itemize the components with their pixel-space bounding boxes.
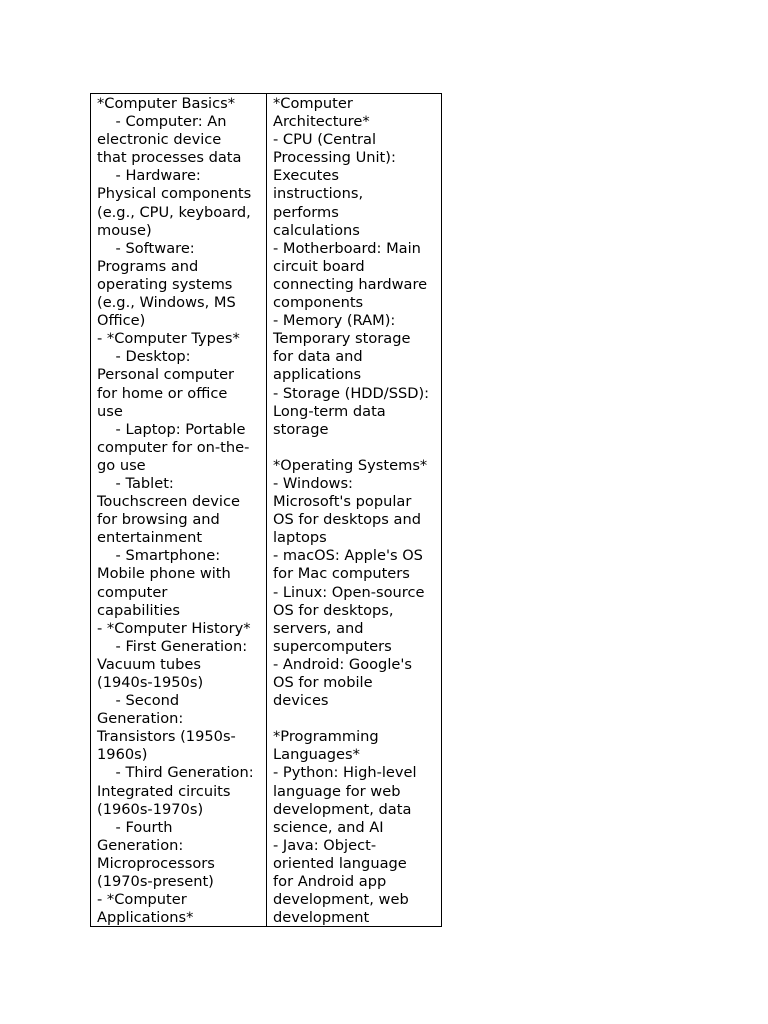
table-cell-line: components [273, 294, 364, 312]
table-cell-line: development [273, 909, 370, 926]
table-cell-line: Processing Unit): [273, 149, 396, 167]
table-cell-line: - Android: Google's [273, 655, 412, 673]
table-cell-line: Programs and [97, 257, 199, 275]
table-cell-line: mouse) [97, 221, 152, 239]
table-cell-line: Temporary storage [273, 330, 411, 348]
table-cell-line: entertainment [97, 529, 203, 547]
table-cell-line: - Motherboard: Main [273, 239, 421, 257]
table-cell-line: *Operating Systems* [273, 456, 428, 474]
table-cell-line: Generation: [97, 710, 184, 728]
table-cell-line: - Smartphone: [97, 547, 221, 565]
table-cell-line: Office) [97, 312, 146, 330]
table-cell-line: - Third Generation: [97, 764, 254, 782]
table-cell-line: - macOS: Apple's OS [273, 547, 423, 565]
table-cell-line: (1970s-present) [97, 873, 214, 891]
table-cell-line: go use [97, 456, 146, 474]
table-cell-line: Generation: [97, 836, 184, 854]
table-cell-line: development, data [273, 800, 412, 818]
table-cell-line: Personal computer [97, 366, 235, 384]
table-cell-line: - First Generation: [97, 637, 248, 655]
table-cell-line: Long-term data [273, 402, 386, 420]
table-cell-line: - Software: [97, 239, 195, 257]
table-cell-line: instructions, [273, 185, 364, 203]
table-cell-line [273, 439, 441, 457]
table-cell-line: electronic device [97, 131, 222, 149]
table-cell-line: (1960s-1970s) [97, 800, 204, 818]
table-cell-line: science, and AI [273, 818, 384, 836]
table-cell-line: Integrated circuits [97, 782, 231, 800]
table-cell-line: calculations [273, 221, 360, 239]
notes-table [90, 93, 442, 927]
table-cell-line: Vacuum tubes [97, 655, 201, 673]
table-cell-line: - Windows: [273, 474, 353, 492]
table-cell-line: OS for desktops and [273, 511, 422, 529]
table-cell-line: - Linux: Open-source [273, 583, 425, 601]
table-cell-line: supercomputers [273, 637, 392, 655]
table-cell-line: - Hardware: [97, 167, 201, 185]
table-cell-line: use [97, 402, 123, 420]
table-cell-line: Microprocessors [97, 854, 215, 872]
table-cell-line: performs [273, 203, 339, 221]
table-cell-line [273, 710, 441, 728]
table-cell-line: - CPU (Central [273, 131, 377, 149]
table-cell-line: - Tablet: [97, 474, 174, 492]
table-cell-line: (e.g., Windows, MS [97, 294, 236, 312]
table-cell-line: Physical components [97, 185, 252, 203]
table-cell-line: operating systems [97, 275, 233, 293]
table-cell-line: Touchscreen device [97, 493, 240, 511]
table-cell-line: computer for on-the- [97, 438, 250, 456]
table-cell-line: - *Computer Types* [97, 330, 240, 348]
table-cell-line: - *Computer [97, 891, 187, 909]
table-cell-line: *Programming [273, 728, 379, 746]
table-cell-line: - Desktop: [97, 348, 191, 366]
table-cell-line: - Second [97, 692, 180, 710]
table-cell-line: laptops [273, 529, 327, 547]
table-cell-line: development, web [273, 891, 409, 909]
table-cell-line: devices [273, 692, 329, 710]
table-cell-line: OS for desktops, [273, 601, 394, 619]
table-cell-line: Languages* [273, 746, 360, 764]
table-cell-line: *Computer [273, 95, 353, 112]
table-cell-line: (e.g., CPU, keyboard, [97, 203, 251, 221]
table-cell-line: storage [273, 420, 329, 438]
table-cell-line: capabilities [97, 601, 180, 619]
table-cell-line: Applications* [97, 909, 194, 926]
table-cell-line: Architecture* [273, 113, 370, 131]
table-cell-line: circuit board [273, 257, 365, 275]
table-cell-line: for home or office [97, 384, 228, 402]
table-cell-line: for data and [273, 348, 363, 366]
table-cell-line: connecting hardware [273, 275, 428, 293]
table-cell-line: for browsing and [97, 511, 220, 529]
table-cell-line: - Python: High-level [273, 764, 417, 782]
table-column-left [91, 94, 267, 926]
table-cell-line: - *Computer History* [97, 619, 251, 637]
table-cell-line: oriented language [273, 854, 407, 872]
table-cell-line: - Computer: An [97, 113, 227, 131]
table-cell-line: Executes [273, 167, 339, 185]
table-cell-line: OS for mobile [273, 674, 373, 691]
table-cell-line: applications [273, 366, 362, 384]
table-cell-line: - Laptop: Portable [97, 420, 246, 438]
table-cell-line: computer [97, 583, 168, 601]
table-cell-line: for Mac computers [273, 565, 410, 583]
table-cell-line: Mobile phone with [97, 565, 231, 583]
table-cell-line: 1960s) [97, 746, 148, 764]
table-column-right [267, 94, 441, 926]
table-cell-line: - Fourth [97, 818, 173, 836]
table-cell-line: (1940s-1950s) [97, 674, 204, 691]
table-cell-line: - Java: Object- [273, 836, 377, 854]
table-cell-line: for Android app [273, 873, 387, 891]
table-cell-line: that processes data [97, 149, 242, 167]
table-cell-line: language for web [273, 782, 401, 800]
table-cell-line: - Storage (HDD/SSD): [273, 384, 430, 402]
table-cell-line: *Computer Basics* [97, 95, 236, 112]
table-cell-line: Transistors (1950s- [97, 728, 236, 746]
table-cell-line: - Memory (RAM): [273, 312, 396, 330]
table-cell-line: servers, and [273, 619, 364, 637]
table-cell-line: Microsoft's popular [273, 493, 412, 511]
